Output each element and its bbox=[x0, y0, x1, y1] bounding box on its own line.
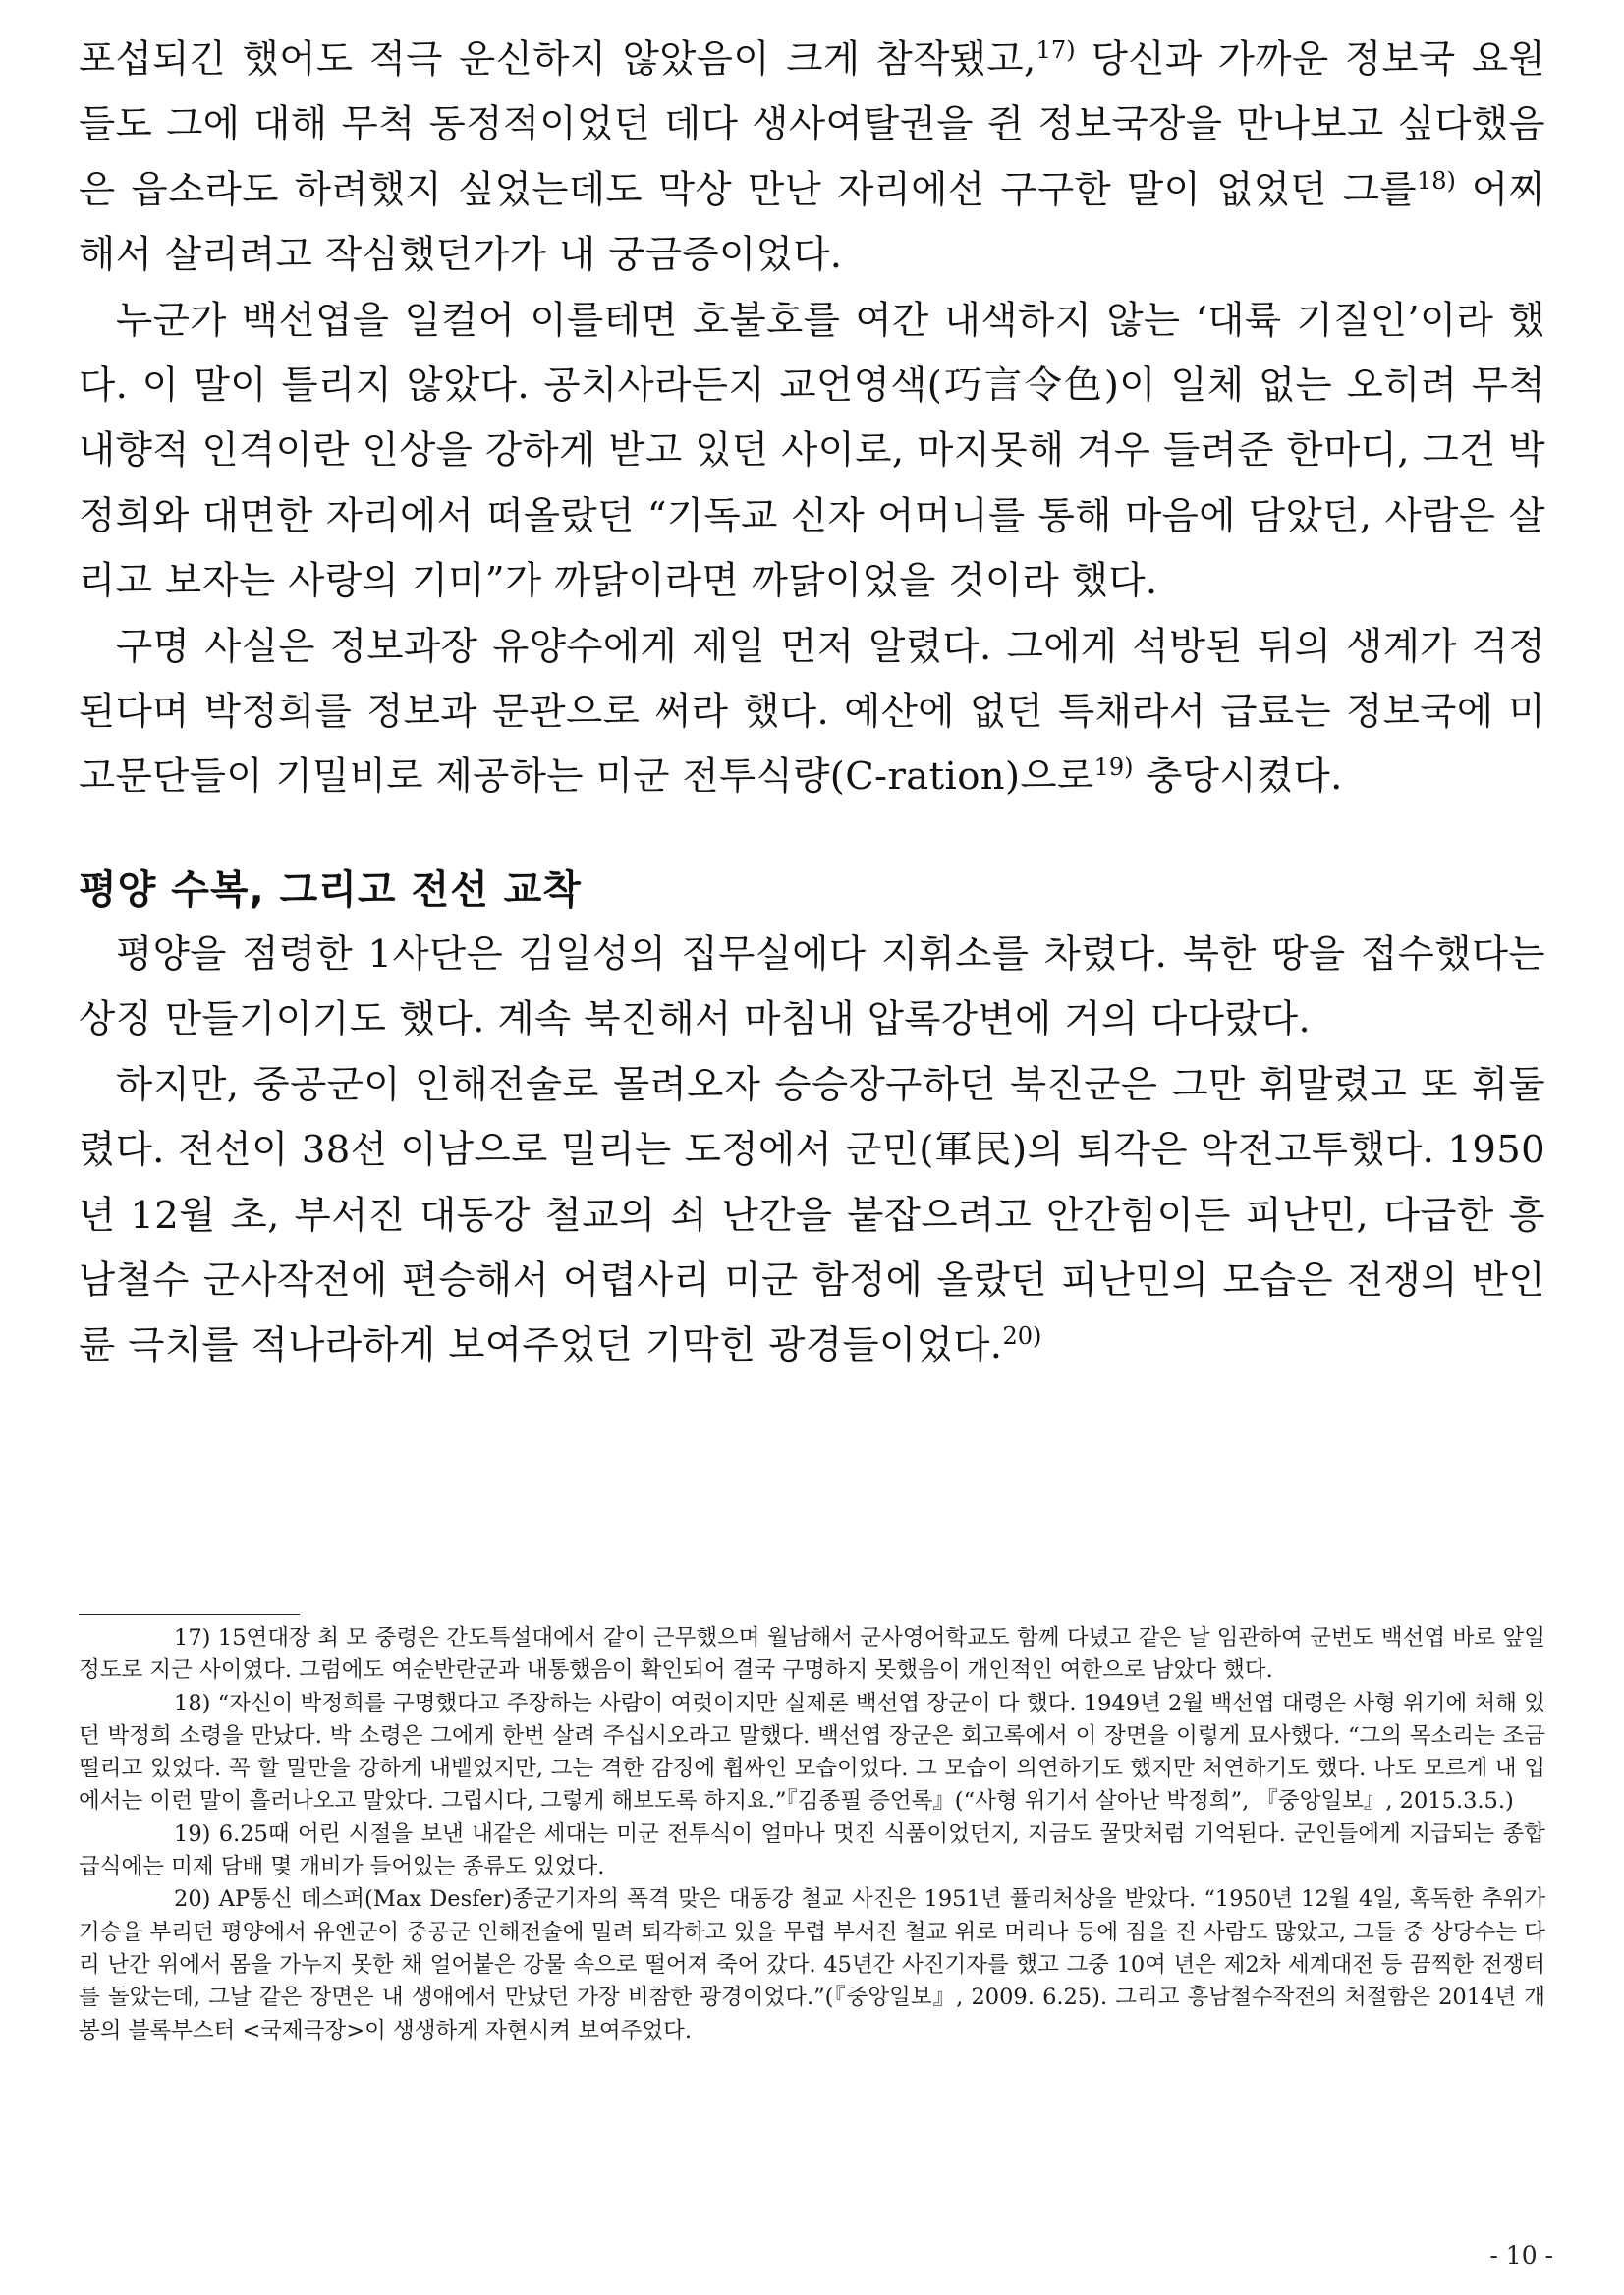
paragraph-text: 구명 사실은 정보과장 유양수에게 제일 먼저 알렸다. 그에게 석방된 뒤의 생계가 걱정된다며 박정희를 정보과 문관으로 써라 했다. 예산에 없던 특채라서 급료는 정보국에 미고문단들이 기밀비로 제공하는 미군 전투식량(C-ration)으로 bbox=[79, 624, 1545, 800]
paragraph-4 bbox=[79, 923, 1545, 1053]
section-heading: 평양 수복, 그리고 전선 교착 bbox=[79, 867, 582, 913]
paragraph-text: 충당시켰다. bbox=[1133, 755, 1343, 800]
footnote-17: 17) 15연대장 최 모 중령은 간도특설대에서 같이 근무했으며 월남해서 군사영어학교도 함께 다녔고 같은 날 임관하여 군번도 백선엽 바로 앞일 정도로 지근 사이였다. 그럼에도 여순반란군과 내통했음이 확인되어 결국 구명하지 못했음이 개인적인 여한으로 남았다 했다. bbox=[79, 1625, 1545, 1684]
paragraph-text: 평양을 점령한 1사단은 김일성의 집무실에다 지휘소를 차렸다. 북한 땅을 접수했다는 상징 만들기이기도 했다. 계속 북진해서 마침내 압록강변에 거의 다다랐다. bbox=[79, 931, 1545, 1042]
paragraph-3 bbox=[79, 615, 1545, 811]
page-number: - 10 - bbox=[1489, 2241, 1553, 2269]
paragraph-text: 누군가 백선엽을 일컬어 이를테면 호불호를 여간 내색하지 않는 ‘대륙 기질인’이라 했다. 이 말이 틀리지 않았다. 공치사라든지 교언영색(巧言令色)이 일체 없는 오히려 무척 내향적 인격이란 인상을 강하게 받고 있던 사이로, 마지못해 겨우 들려준 한마디, 그건 박정희와 대면한 자리에서 떠올랐던 “기독교 신자 어머니를 통해 마음에 담았던, 사람은 살리고 보자는 사랑의 기미”가 까닭이라면 까닭이었을 것이라 했다. bbox=[79, 298, 1545, 604]
paragraph-text: 포섭되긴 했어도 적극 운신하지 않았음이 크게 참작됐고, bbox=[79, 37, 1036, 82]
footnote-ref-20[interactable]: 20) bbox=[1002, 1322, 1042, 1351]
footnote-20: 20) AP통신 데스퍼(Max Desfer)종군기자의 폭격 맞은 대동강 철교 사진은 1951년 퓰리처상을 받았다. “1950년 12월 4일, 혹독한 추위가 기승을 부리던 평양에서 유엔군이 중공군 인해전술에 밀려 퇴각하고 있을 무렵 부서진 철교 위로 머리나 등에 짐을 진 사람도 많았고, 그들 중 상당수는 다리 난간 위에서 몸을 가누지 못한 채 얼어붙은 강물 속으로 떨어져 죽어 갔다. 45년간 사진기자를 했고 그중 10여 년은 제2차 세계대전 등 끔찍한 전쟁터를 돌았는데, 그날 같은 장면은 내 생애에서 만났던 가장 비참한 광경이었다.”(『중앙일보』, 2009. 6.25). 그리고 흥남철수작전의 처절함은 2014년 개봉의 블록부스터 <국제극장>이 생생하게 자현시켜 보여주었다. bbox=[79, 1886, 1545, 2043]
footnote-19: 19) 6.25때 어린 시절을 보낸 내같은 세대는 미군 전투식이 얼마나 멋진 식품이었던지, 지금도 꿀맛처럼 기억된다. 군인들에게 지급되는 종합 급식에는 미제 담배 몇 개비가 들어있는 종류도 있었다. bbox=[79, 1820, 1545, 1880]
footnotes bbox=[79, 1622, 1545, 2047]
paragraph-text: 하지만, 중공군이 인해전술로 몰려오자 승승장구하던 북진군은 그만 휘말렸고 또 휘둘렸다. 전선이 38선 이남으로 밀리는 도정에서 군민(軍民)의 퇴각은 악전고투했다. 1950년 12월 초, 부서진 대동강 철교의 쇠 난간을 붙잡으려고 안간힘이든 피난민, 다급한 흥남철수 군사작전에 편승해서 어렵사리 미군 함정에 올랐던 피난민의 모습은 전쟁의 반인륜 극치를 적나라하게 보여주었던 기막힌 광경들이었다. bbox=[79, 1062, 1545, 1369]
body-text bbox=[79, 28, 1545, 1379]
footnote-divider bbox=[79, 1614, 300, 1615]
paragraph-5 bbox=[79, 1053, 1545, 1379]
paragraph-text: 당신과 가까운 정보국 요원들도 그에 대해 무척 동정적이었던 데다 생사여탈권을 쥔 정보국장을 만나보고 싶다했음은 읍소라도 하려했지 싶었는데도 막상 만난 자리에선 구구한 말이 없었던 그를 bbox=[79, 37, 1546, 212]
footnote-ref-19[interactable]: 19) bbox=[1093, 754, 1134, 782]
paragraph-1 bbox=[79, 28, 1545, 289]
paragraph-text: 어찌해서 살리려고 작심했던가가 내 궁금증이었다. bbox=[79, 167, 1545, 278]
footnote-18: 18) “자신이 박정희를 구명했다고 주장하는 사람이 여럿이지만 실제론 백선엽 장군이 다 했다. 1949년 2월 백선엽 대령은 사형 위기에 처해 있던 박정희 소령을 만났다. 박 소령은 그에게 한번 살려 주십시오라고 말했다. 백선엽 장군은 회고록에서 이 장면을 이렇게 묘사했다. “그의 목소리는 조금 떨리고 있었다. 꼭 할 말만을 강하게 내뱉었지만, 그는 격한 감정에 휩싸인 모습이었다. 그 모습이 의연하기도 했지만 처연하기도 했다. 나도 모르게 내 입에서는 이런 말이 흘러나오고 말았다. 그립시다, 그렇게 해보도록 하지요.”『김종필 증언록』(“사형 위기서 살아난 박정희”, 『중앙일보』, 2015.3.5.) bbox=[79, 1690, 1545, 1815]
paragraph-2 bbox=[79, 289, 1545, 615]
footnote-ref-18[interactable]: 18) bbox=[1417, 166, 1456, 195]
footnote-ref-17[interactable]: 17) bbox=[1036, 36, 1076, 64]
